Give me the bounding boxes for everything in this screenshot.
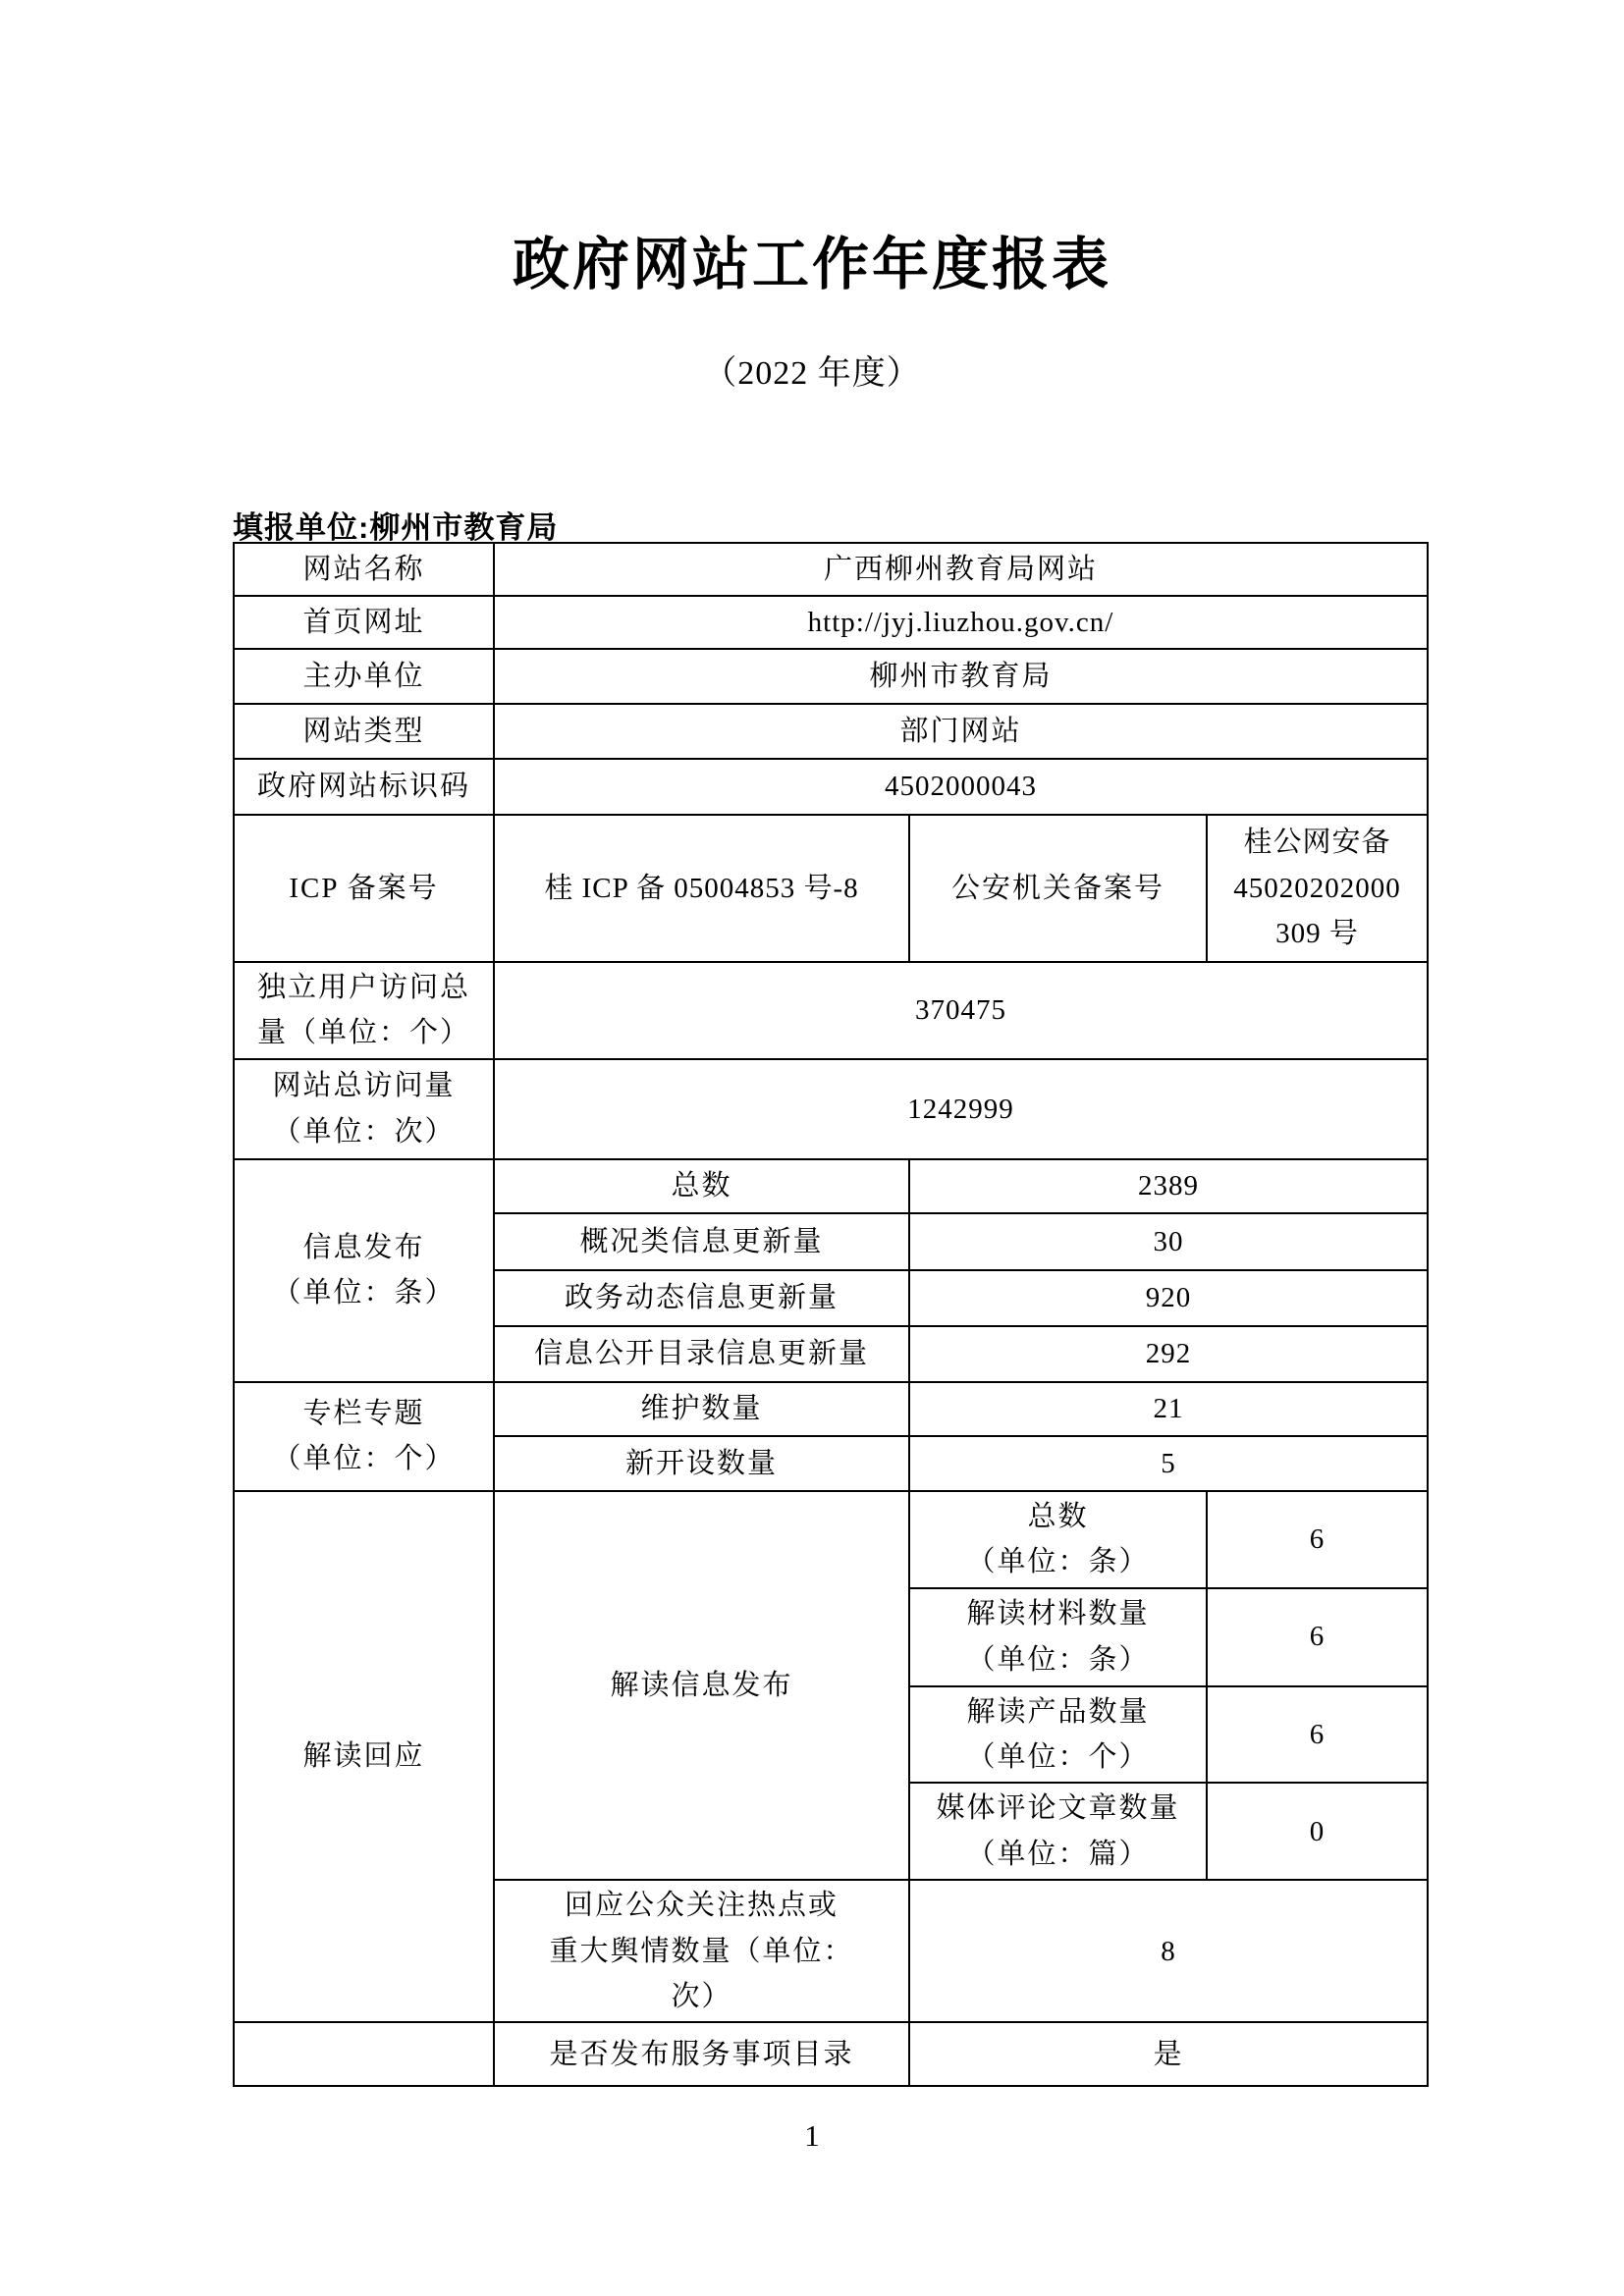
info-publish-catalog-label: 信息公开目录信息更新量 <box>494 1326 909 1382</box>
sponsor-unit-value: 柳州市教育局 <box>494 649 1428 704</box>
interpretation-material-value: 6 <box>1207 1588 1428 1686</box>
total-visits-label: 网站总访问量 （单位：次） <box>234 1059 494 1159</box>
hot-response-label: 回应公众关注热点或 重大舆情数量（单位： 次） <box>494 1880 909 2022</box>
info-publish-label: 信息发布 （单位：条） <box>234 1159 494 1382</box>
interpretation-product-label: 解读产品数量 （单位：个） <box>909 1686 1207 1784</box>
info-publish-overview-value: 30 <box>909 1213 1428 1270</box>
row-special-columns-maintained <box>234 1382 1428 1436</box>
site-type-label: 网站类型 <box>234 704 494 759</box>
info-publish-dynamic-label: 政务动态信息更新量 <box>494 1270 909 1326</box>
site-id-code-label: 政府网站标识码 <box>234 759 494 815</box>
row-icp <box>234 815 1428 962</box>
interpretation-product-value: 6 <box>1207 1686 1428 1784</box>
homepage-url-label: 首页网址 <box>234 596 494 649</box>
interpretation-label: 解读回应 <box>234 1491 494 2023</box>
special-columns-maintained-label: 维护数量 <box>494 1382 909 1436</box>
interpretation-total-value: 6 <box>1207 1491 1428 1588</box>
page-number: 1 <box>804 2118 820 2153</box>
row-site-type <box>234 704 1428 759</box>
interpretation-media-label: 媒体评论文章数量 （单位：篇） <box>909 1783 1207 1880</box>
icp-label: ICP 备案号 <box>234 815 494 962</box>
service-catalog-value: 是 <box>909 2022 1428 2086</box>
service-catalog-empty-cell <box>234 2022 494 2086</box>
page-subtitle: （2022 年度） <box>703 355 921 392</box>
row-service-catalog <box>234 2022 1428 2086</box>
site-type-value: 部门网站 <box>494 704 1428 759</box>
unique-visitors-value: 370475 <box>494 962 1428 1059</box>
row-site-name <box>234 543 1428 596</box>
special-columns-new-label: 新开设数量 <box>494 1436 909 1491</box>
interpretation-total-label: 总数 （单位：条） <box>909 1491 1207 1588</box>
sponsor-unit-label: 主办单位 <box>234 649 494 704</box>
row-unique-visitors <box>234 962 1428 1059</box>
police-record-label: 公安机关备案号 <box>909 815 1207 962</box>
info-publish-total-value: 2389 <box>909 1159 1428 1213</box>
site-name-value: 广西柳州教育局网站 <box>494 543 1428 596</box>
annual-report-table <box>233 542 1429 2087</box>
row-total-visits <box>234 1059 1428 1159</box>
special-columns-new-value: 5 <box>909 1436 1428 1491</box>
info-publish-overview-label: 概况类信息更新量 <box>494 1213 909 1270</box>
special-columns-label: 专栏专题 （单位：个） <box>234 1382 494 1491</box>
reporting-unit-label: 填报单位:柳州市教育局 <box>233 510 559 545</box>
icp-value: 桂 ICP 备 05004853 号-8 <box>494 815 909 962</box>
police-record-value: 桂公网安备 45020202000 309 号 <box>1207 815 1428 962</box>
total-visits-value: 1242999 <box>494 1059 1428 1159</box>
hot-response-value: 8 <box>909 1880 1428 2022</box>
info-publish-dynamic-value: 920 <box>909 1270 1428 1326</box>
interpretation-media-value: 0 <box>1207 1783 1428 1880</box>
site-id-code-value: 4502000043 <box>494 759 1428 815</box>
page-title: 政府网站工作年度报表 <box>512 233 1111 296</box>
info-publish-total-label: 总数 <box>494 1159 909 1213</box>
info-publish-catalog-value: 292 <box>909 1326 1428 1382</box>
interpretation-publish-label: 解读信息发布 <box>494 1491 909 1880</box>
row-site-id-code <box>234 759 1428 815</box>
interpretation-material-label: 解读材料数量 （单位：条） <box>909 1588 1207 1686</box>
row-info-publish-total <box>234 1159 1428 1213</box>
service-catalog-label: 是否发布服务事项目录 <box>494 2022 909 2086</box>
row-homepage-url <box>234 596 1428 649</box>
row-interpretation-total <box>234 1491 1428 1588</box>
site-name-label: 网站名称 <box>234 543 494 596</box>
homepage-url-value: http://jyj.liuzhou.gov.cn/ <box>494 596 1428 649</box>
special-columns-maintained-value: 21 <box>909 1382 1428 1436</box>
unique-visitors-label: 独立用户访问总 量（单位：个） <box>234 962 494 1059</box>
row-sponsor-unit <box>234 649 1428 704</box>
